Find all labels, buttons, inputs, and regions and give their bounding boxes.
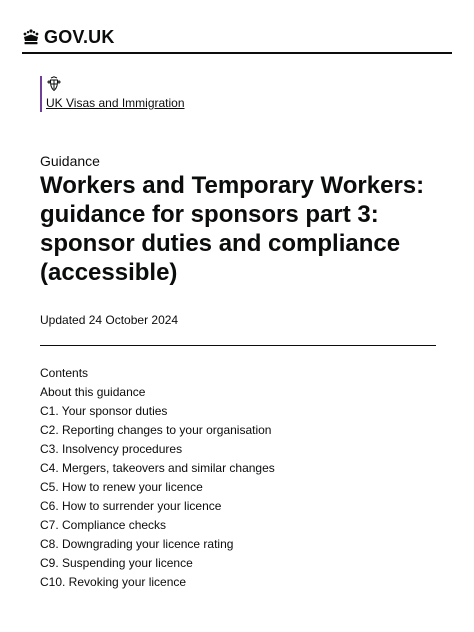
contents-item[interactable]: C1. Your sponsor duties <box>40 404 168 418</box>
contents-item[interactable]: C9. Suspending your licence <box>40 556 193 570</box>
contents-item[interactable]: C6. How to surrender your licence <box>40 499 222 513</box>
contents-heading: Contents <box>40 366 89 380</box>
updated-date: Updated 24 October 2024 <box>40 313 179 327</box>
contents-item[interactable]: C4. Mergers, takeovers and similar changes <box>40 461 275 475</box>
organisation-logo <box>40 76 185 112</box>
crest-icon <box>47 76 61 92</box>
logo-text: GOV.UK <box>44 26 115 47</box>
contents-item[interactable]: C8. Downgrading your licence rating <box>40 537 234 551</box>
govuk-logo[interactable] <box>22 24 452 50</box>
contents-list <box>40 385 275 594</box>
contents-item[interactable]: C3. Insolvency procedures <box>40 442 183 456</box>
organisation-link[interactable]: UK Visas and Immigration <box>46 96 185 110</box>
contents-item[interactable]: About this guidance <box>40 385 146 399</box>
document-type: Guidance <box>40 153 100 169</box>
contents-item[interactable]: C10. Revoking your licence <box>40 575 187 589</box>
govuk-header <box>22 24 452 54</box>
contents-item[interactable]: C2. Reporting changes to your organisation <box>40 423 272 437</box>
crown-icon <box>22 29 40 45</box>
section-divider <box>40 345 436 346</box>
contents-item[interactable]: C7. Compliance checks <box>40 518 167 532</box>
contents-item[interactable]: C5. How to renew your licence <box>40 480 203 494</box>
page-title: Workers and Temporary Workers: guidance for sponsors part 3: sponsor duties and compliance (accessible) <box>40 172 425 286</box>
